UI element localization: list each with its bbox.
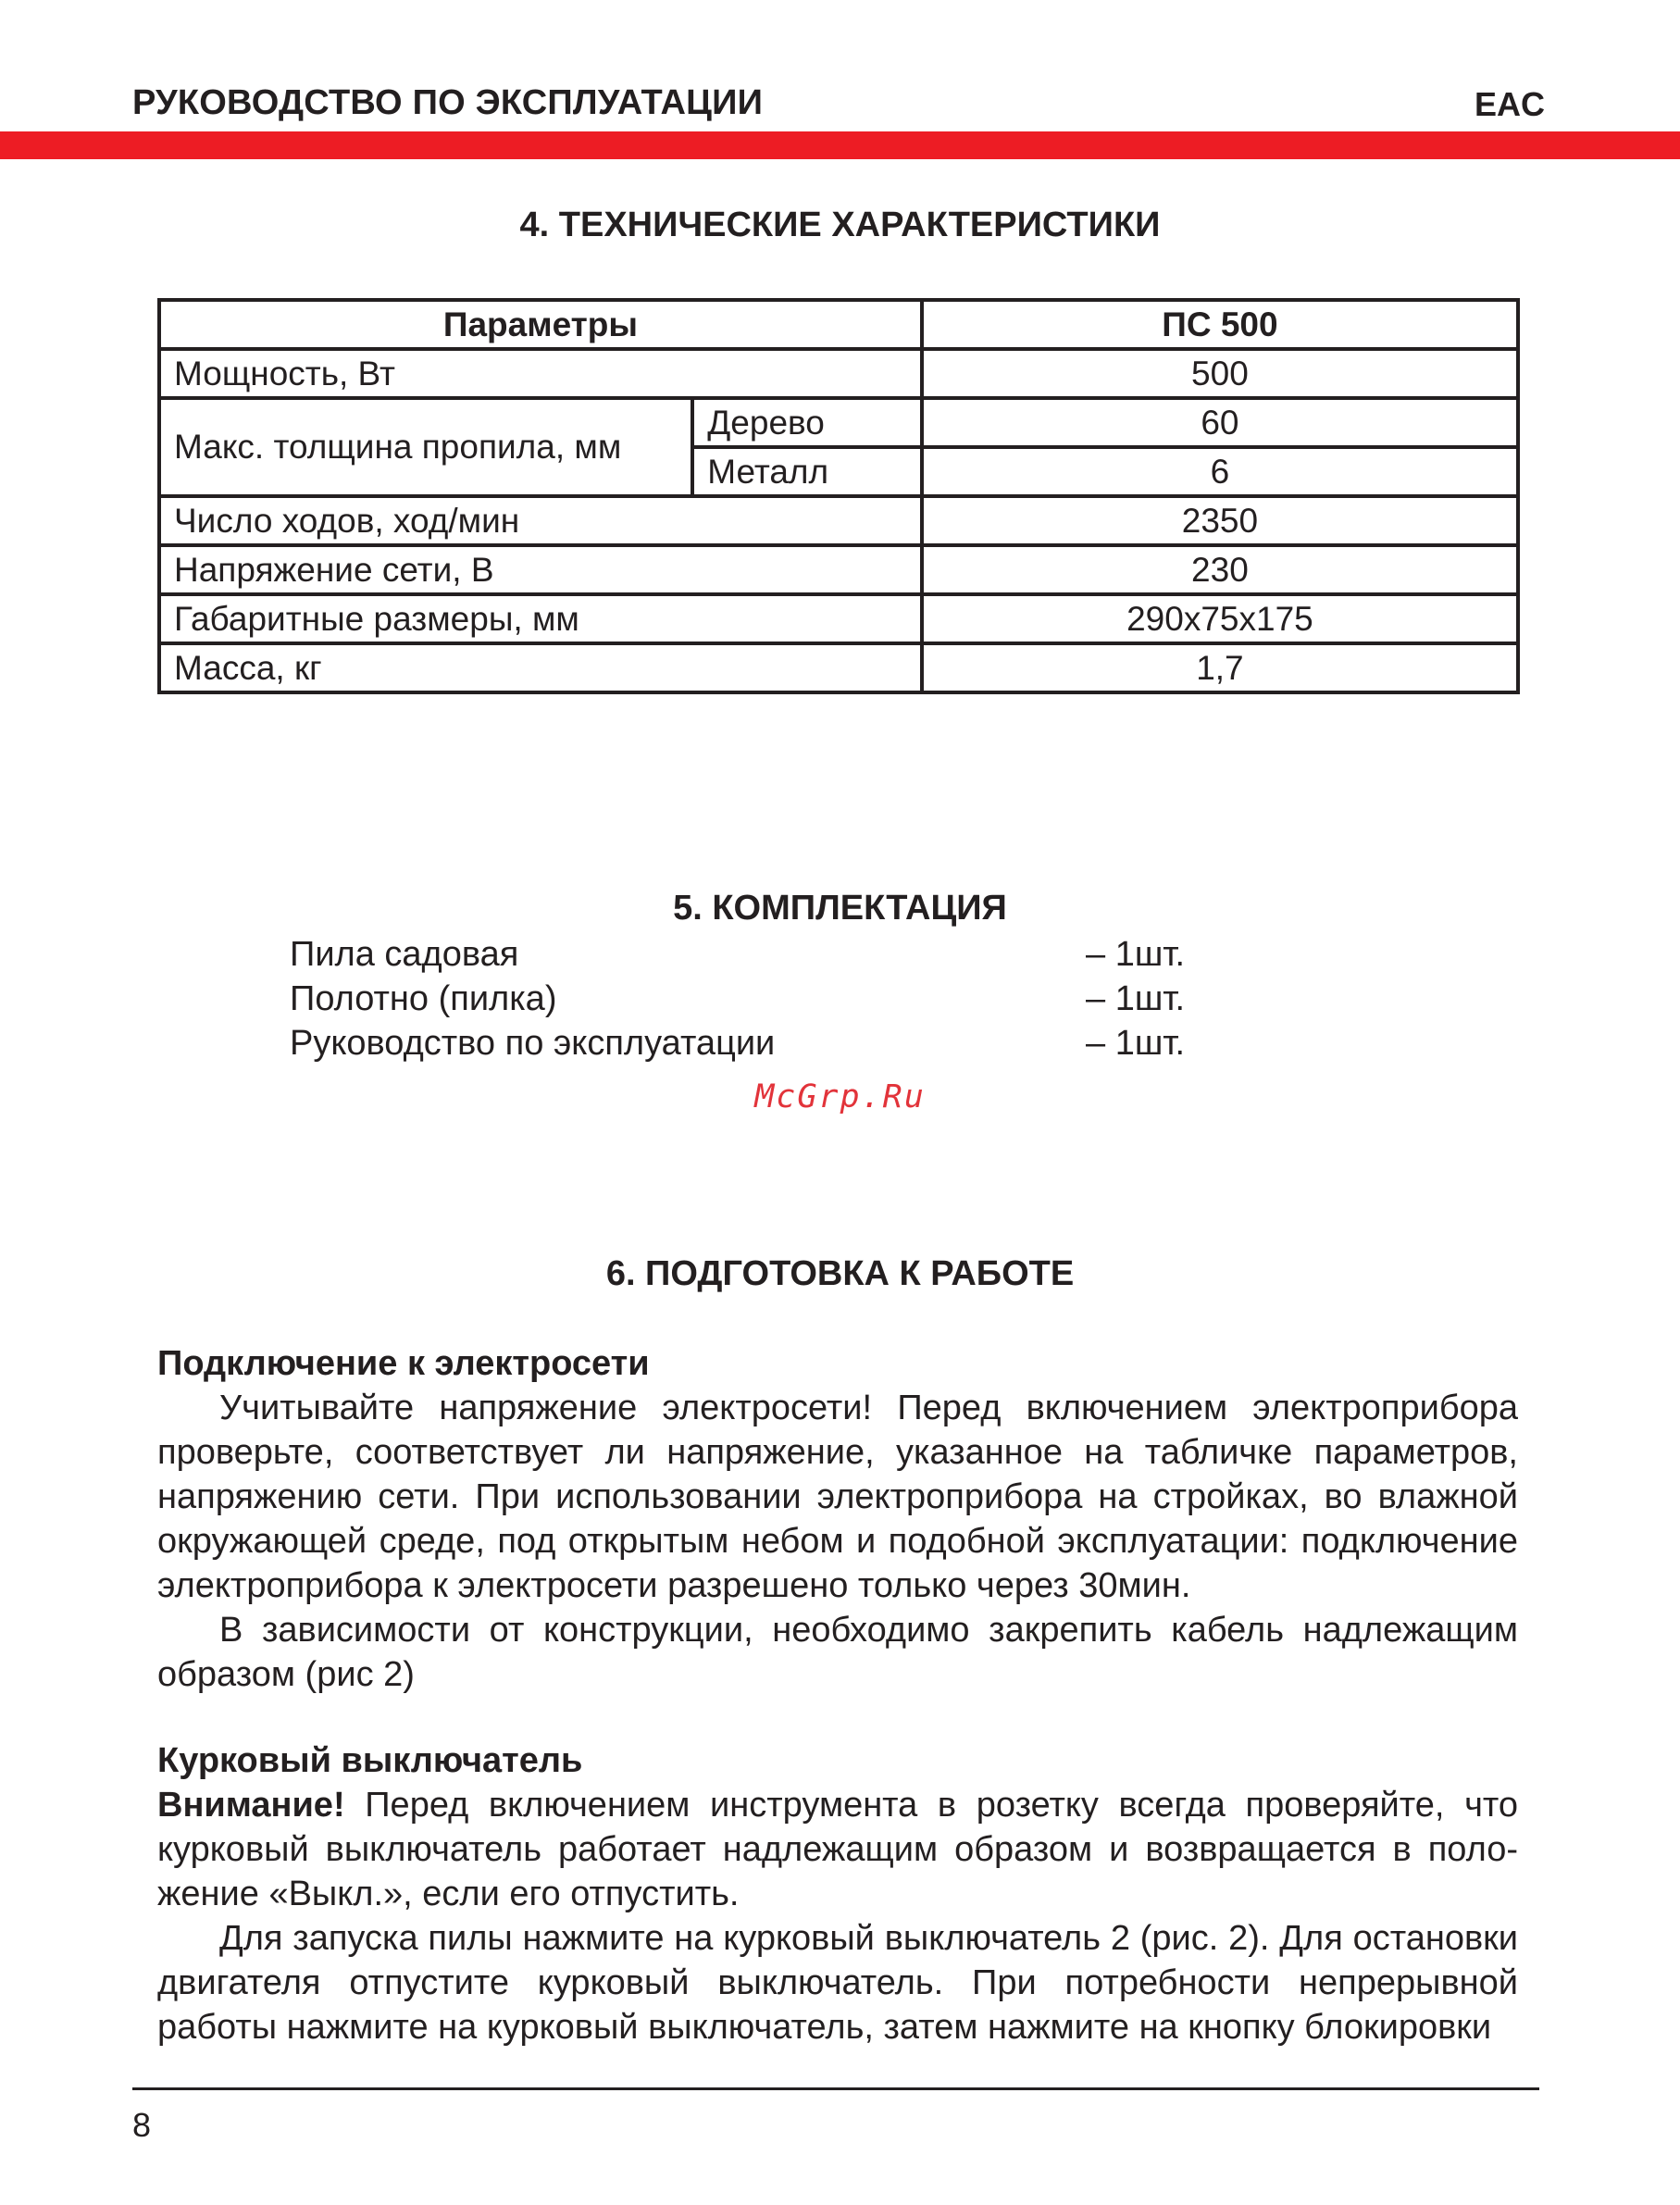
page-number: 8 (132, 2106, 152, 2144)
specs-table (157, 298, 1520, 694)
eac-mark: EAC (1474, 85, 1545, 123)
trigger-switch-paragraph-2: Для запуска пилы нажмите на курковый выключатель 2 (рис. 2). Для остановки двигателя отпустите курковый выключатель. При потребности непрерывной работы нажмите на курковый выключатель, затем нажмите на кнопку блокировки (157, 1919, 1518, 2047)
trigger-switch-heading: Курковый выключатель (157, 1741, 583, 1780)
table-header-model: ПС 500 (922, 300, 1518, 349)
list-item (290, 1021, 1215, 1065)
kit-item-qty: – 1шт. (1086, 1024, 1186, 1063)
value-dimensions: 290x75x175 (922, 594, 1518, 643)
kit-list (290, 932, 1215, 1065)
list-item (290, 932, 1215, 977)
value-metal: 6 (922, 447, 1518, 496)
section-4-title: 4. ТЕХНИЧЕСКИЕ ХАРАКТЕРИСТИКИ (519, 206, 1161, 244)
value-wood: 60 (922, 398, 1518, 447)
document-header-title: РУКОВОДСТВО ПО ЭКСПЛУАТАЦИИ (132, 83, 764, 122)
table-row (159, 594, 1518, 643)
kit-item-name: Руководство по эксплуатации (290, 1024, 776, 1063)
table-row (159, 349, 1518, 398)
value-mass: 1,7 (922, 643, 1518, 692)
table-row (159, 545, 1518, 594)
param-cut-depth: Макс. толщина пропила, мм (159, 398, 692, 496)
power-connection-paragraph-1: Учитывайте напряжение электросети! Перед включением электроприбора проверьте, соответствует ли напряжение, указанное на табличке параметров, напряжению сети. При использовании электроприбора на стройках, во влажной окружающей среде, под открытым небом и подобной эксплуатации: подключение электроприбора к электросети разрешено только через 30мин. (157, 1389, 1518, 1605)
kit-item-qty: – 1шт. (1086, 979, 1186, 1018)
list-item (290, 977, 1215, 1021)
trigger-switch-paragraph-1: Перед включением инструмента в розетку всегда проверяйте, что курковый выключатель работает надлежащим образом и возвращается в положение «Выкл.», если его отпустить. (157, 1786, 1518, 1913)
param-wood: Дерево (692, 398, 922, 447)
param-power: Мощность, Вт (159, 349, 922, 398)
table-row (159, 496, 1518, 545)
kit-item-name: Полотно (пилка) (290, 979, 557, 1018)
power-connection-section (157, 1341, 1518, 1697)
footer-divider (132, 2087, 1539, 2090)
header-red-bar (0, 131, 1680, 159)
table-row (159, 643, 1518, 692)
power-connection-paragraph-2: В зависимости от конструкции, необходимо закрепить кабель надлежащим образом (рис 2) (157, 1611, 1518, 1694)
table-header-parameters: Параметры (159, 300, 922, 349)
section-5-title: 5. КОМПЛЕКТАЦИЯ (673, 889, 1007, 928)
param-strokes: Число ходов, ход/мин (159, 496, 922, 545)
param-dimensions: Габаритные размеры, мм (159, 594, 922, 643)
trigger-switch-section (157, 1738, 1518, 2049)
kit-item-name: Пила садовая (290, 935, 519, 974)
watermark: McGrp.Ru (754, 1078, 926, 1115)
attention-label: Внимание! (157, 1786, 345, 1825)
value-voltage: 230 (922, 545, 1518, 594)
param-metal: Металл (692, 447, 922, 496)
kit-item-qty: – 1шт. (1086, 935, 1186, 974)
param-voltage: Напряжение сети, В (159, 545, 922, 594)
table-header-row (159, 300, 1518, 349)
value-power: 500 (922, 349, 1518, 398)
value-strokes: 2350 (922, 496, 1518, 545)
power-connection-heading: Подключение к электросети (157, 1344, 650, 1383)
param-mass: Масса, кг (159, 643, 922, 692)
section-6-title: 6. ПОДГОТОВКА К РАБОТЕ (605, 1254, 1075, 1293)
trigger-switch-warning (157, 1783, 1518, 1916)
table-row (159, 398, 1518, 447)
